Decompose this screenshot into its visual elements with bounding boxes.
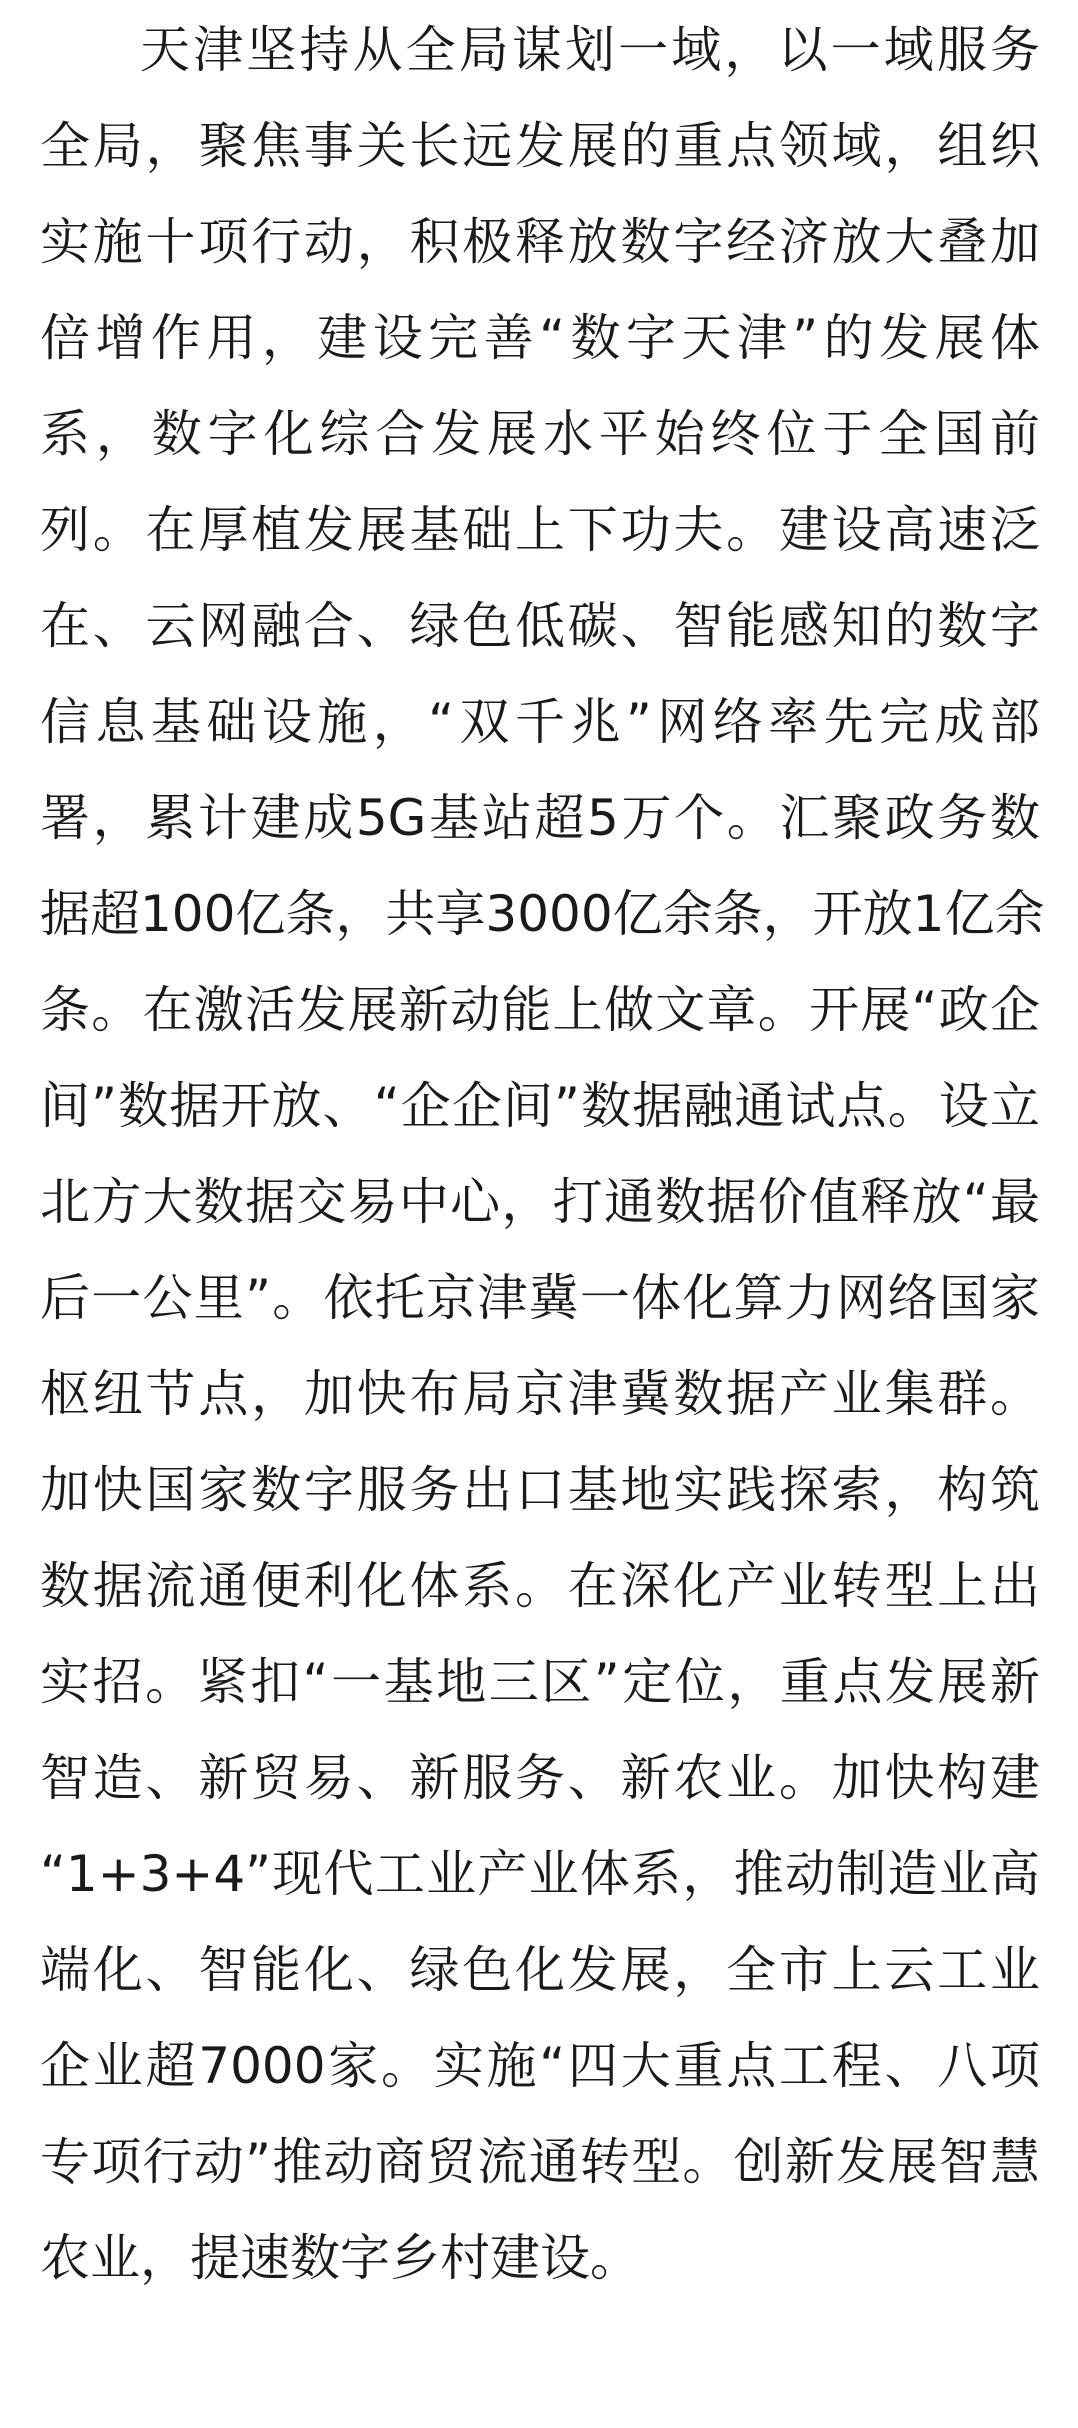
paragraph-line: 实施十项行动，积极释放数字经济放大叠加	[40, 213, 1040, 271]
paragraph-line: 枢纽节点，加快布局京津冀数据产业集群。	[40, 1365, 1040, 1423]
paragraph-line: “1+3+4”现代工业产业体系，推动制造业高	[40, 1845, 1040, 1903]
paragraph-line: 实招。紧扣“一基地三区”定位，重点发展新	[40, 1653, 1040, 1711]
paragraph-line: 全局，聚焦事关长远发展的重点领域，组织	[40, 117, 1040, 175]
paragraph-line: 间”数据开放、“企企间”数据融通试点。设立	[40, 1077, 1040, 1135]
paragraph-line: 加快国家数字服务出口基地实践探索，构筑	[40, 1461, 1040, 1519]
paragraph-line: 数据流通便利化体系。在深化产业转型上出	[40, 1557, 1040, 1615]
paragraph-line: 条。在激活发展新动能上做文章。开展“政企	[40, 981, 1040, 1039]
paragraph-line: 在、云网融合、绿色低碳、智能感知的数字	[40, 597, 1040, 655]
paragraph-line: 农业，提速数字乡村建设。	[40, 2229, 640, 2287]
paragraph-line: 端化、智能化、绿色化发展，全市上云工业	[40, 1941, 1040, 1999]
paragraph-line: 天津坚持从全局谋划一域，以一域服务	[140, 21, 1040, 79]
paragraph-line: 企业超7000家。实施“四大重点工程、八项	[40, 2037, 1040, 2095]
paragraph-line: 智造、新贸易、新服务、新农业。加快构建	[40, 1749, 1040, 1807]
paragraph-line: 据超100亿条，共享3000亿余条，开放1亿余	[40, 885, 1045, 943]
paragraph-line: 后一公里”。依托京津冀一体化算力网络国家	[40, 1269, 1040, 1327]
paragraph-line: 专项行动”推动商贸流通转型。创新发展智慧	[40, 2133, 1040, 2191]
paragraph-line: 系，数字化综合发展水平始终位于全国前	[40, 405, 1040, 463]
paragraph-line: 署，累计建成5G基站超5万个。汇聚政务数	[40, 789, 1040, 847]
paragraph-line: 列。在厚植发展基础上下功夫。建设高速泛	[40, 501, 1040, 559]
paragraph-line: 北方大数据交易中心，打通数据价值释放“最	[40, 1173, 1040, 1231]
paragraph-line: 倍增作用，建设完善“数字天津”的发展体	[40, 309, 1040, 367]
paragraph-line: 信息基础设施，“双千兆”网络率先完成部	[40, 693, 1040, 751]
